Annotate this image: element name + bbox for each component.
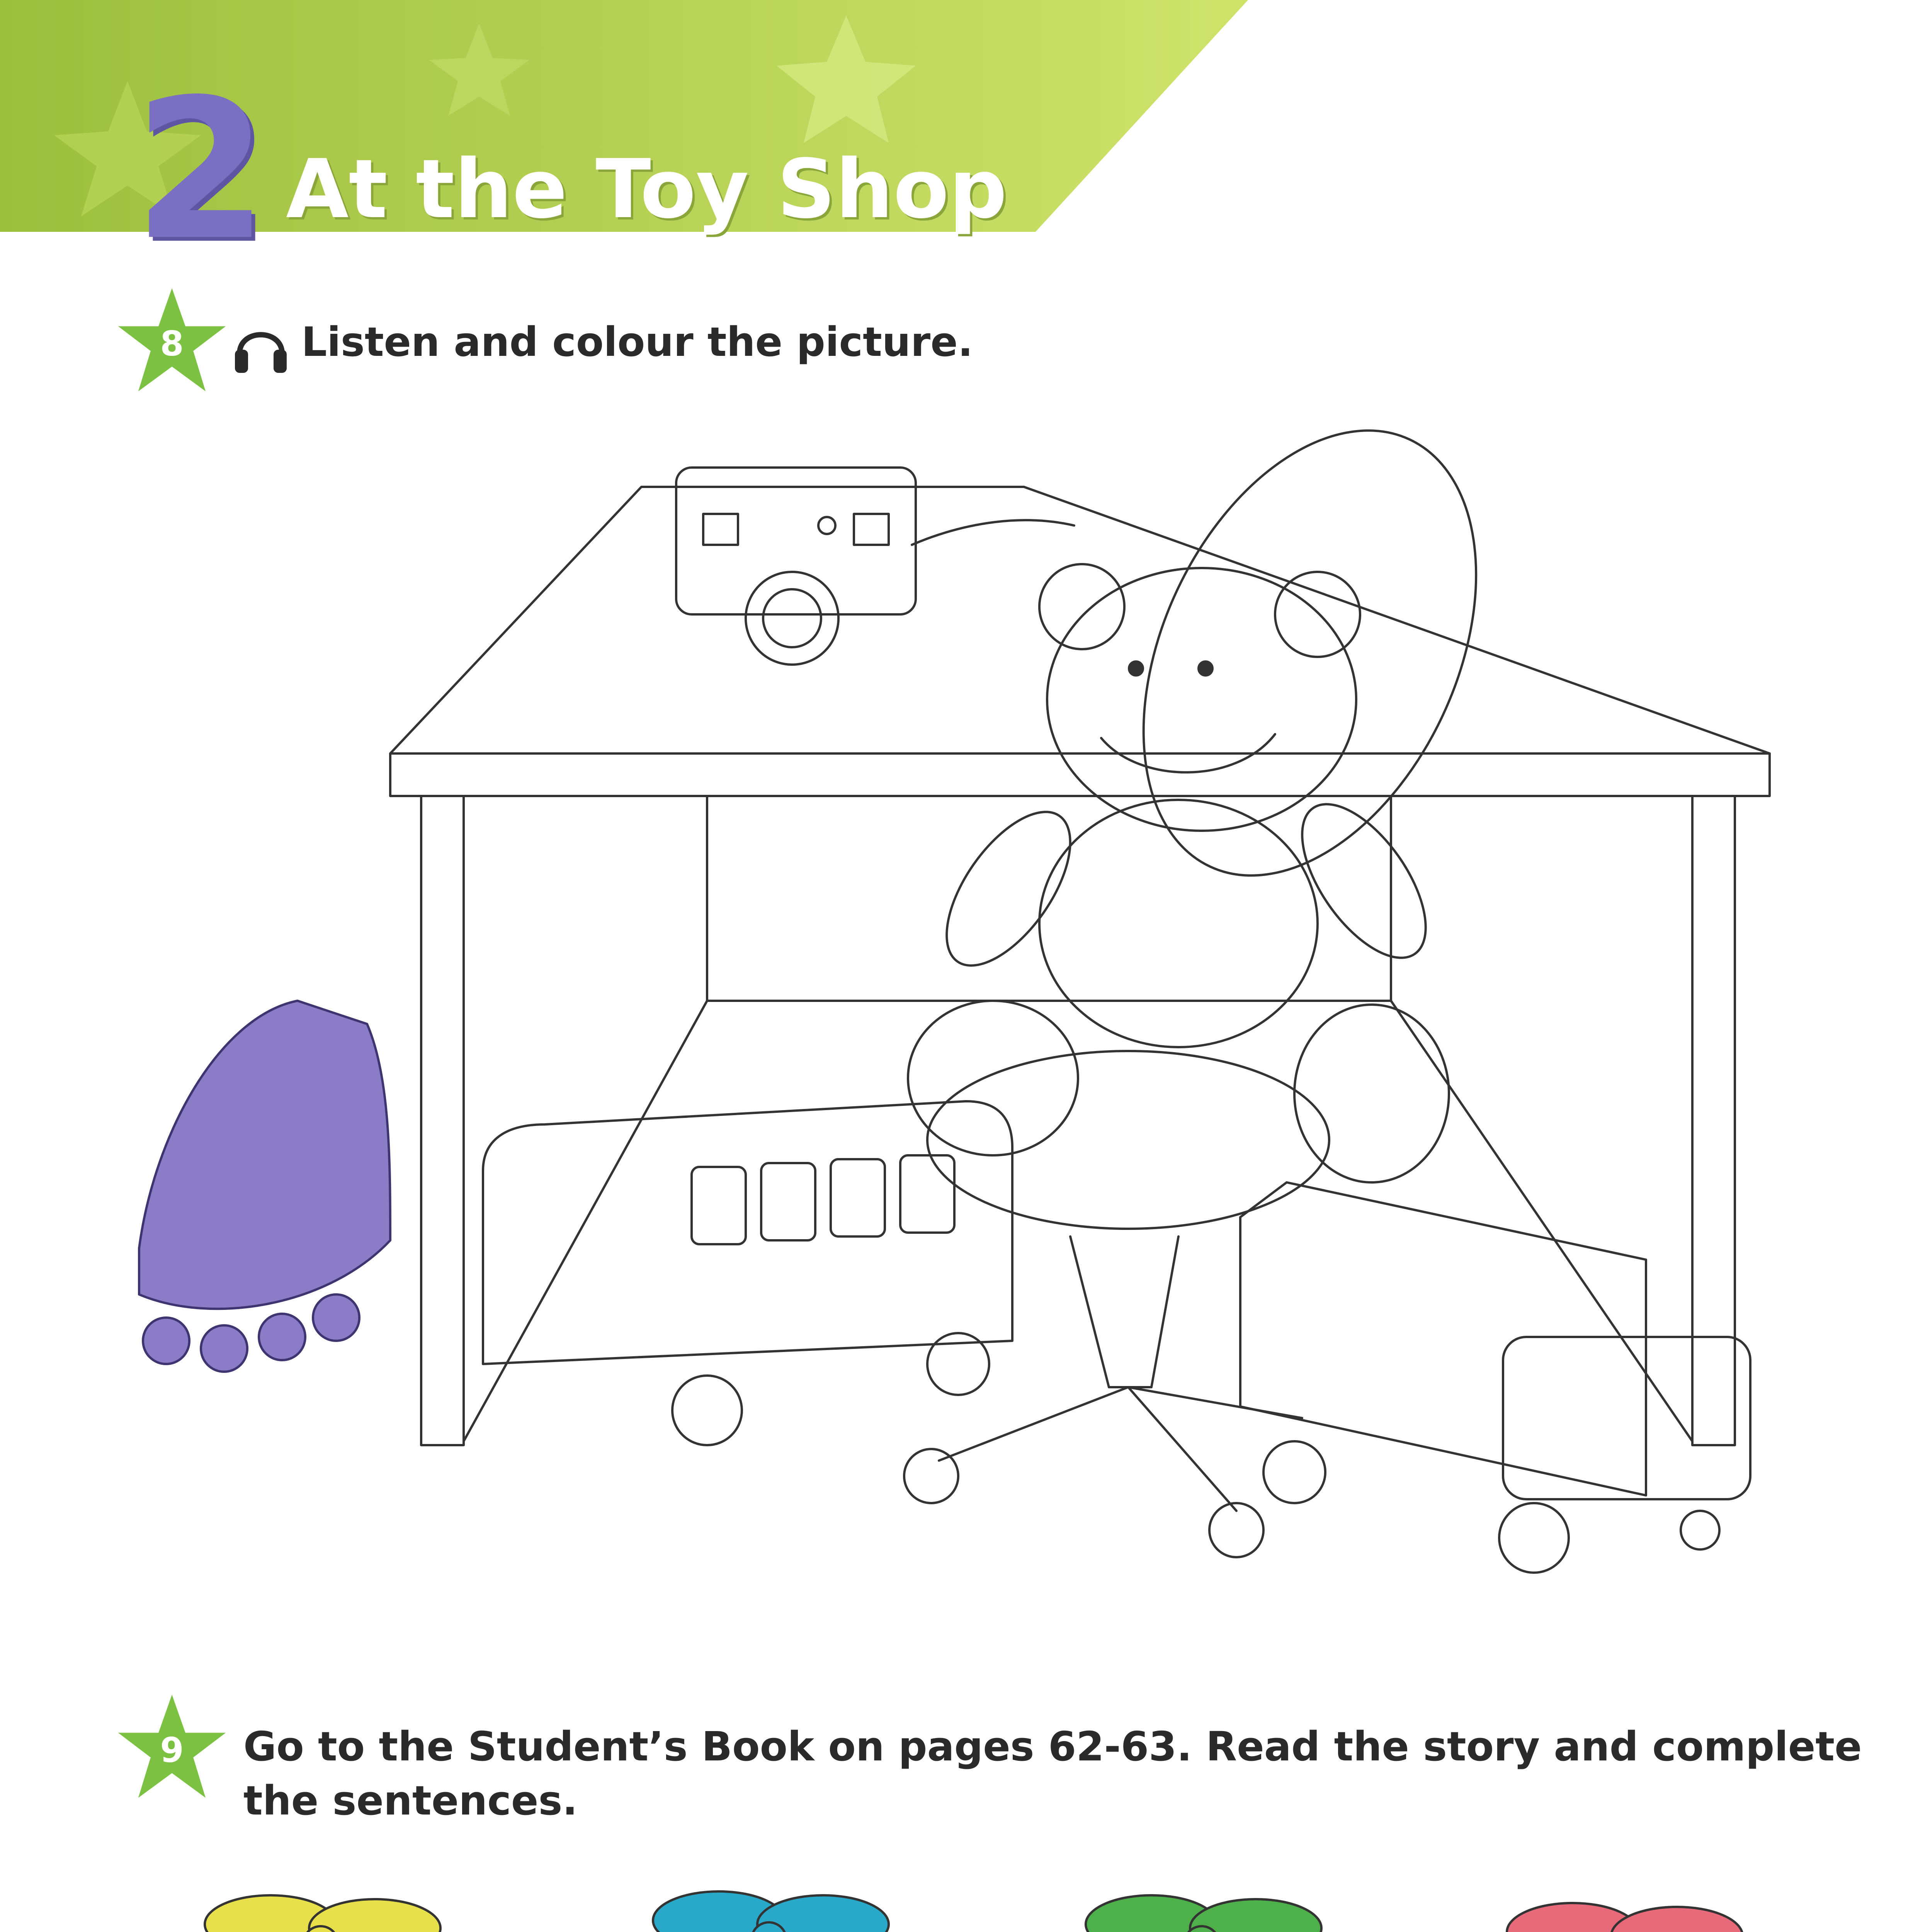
word-card-birthday	[622, 1874, 916, 1932]
lesson-number: 2	[134, 58, 268, 282]
headphones-icon	[232, 317, 290, 379]
table-drawing	[390, 487, 1770, 1445]
exercise-9-number: 9	[160, 1730, 184, 1770]
exercise-9-instruction-line2: the sentences.	[243, 1777, 578, 1824]
exercise-9-star-icon	[116, 1692, 228, 1804]
exercise-9-instruction-line1: Go to the Student’s Book on pages 62-63. Read the story and complete	[243, 1723, 1862, 1770]
word-card-buses	[1476, 1886, 1770, 1932]
word-card-toy-shop	[1055, 1878, 1348, 1932]
colouring-picture	[97, 398, 1804, 1650]
roller-skates-drawing	[139, 1001, 390, 1372]
exercise-8-star-icon	[116, 286, 228, 398]
exercise-8-instruction: Listen and colour the picture.	[301, 318, 973, 366]
camera-drawing	[676, 468, 1074, 665]
bus-drawing	[483, 1101, 1012, 1445]
teddy-bear-drawing	[908, 564, 1450, 1182]
page-title: At the Toy Shop	[286, 142, 1007, 236]
word-card-car	[174, 1878, 468, 1932]
exercise-8-number: 8	[160, 324, 184, 364]
chair-drawing	[904, 398, 1542, 1557]
truck-drawing	[1240, 1182, 1750, 1573]
